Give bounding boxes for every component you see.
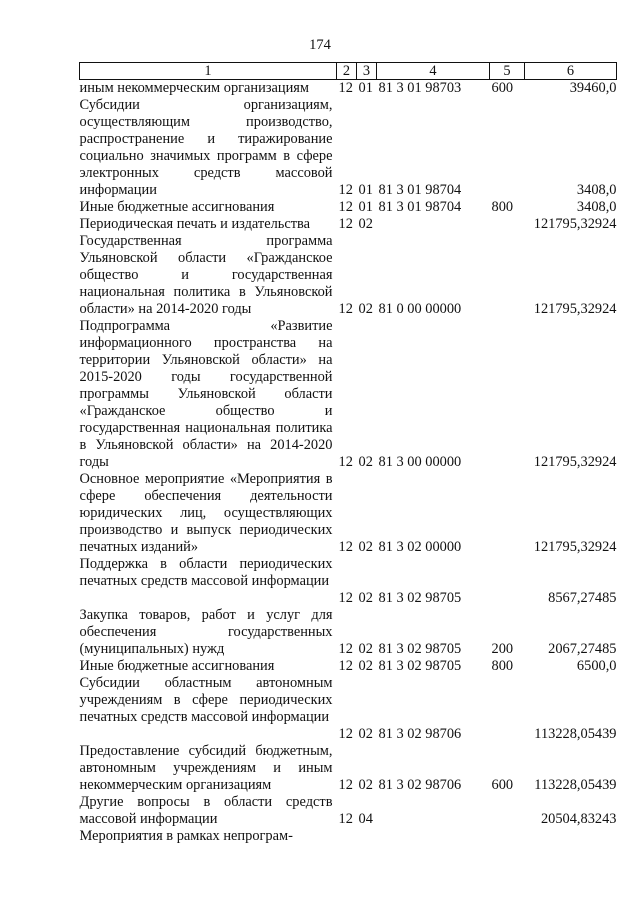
table-row bbox=[80, 97, 617, 199]
row-amount: 8567,27485 bbox=[548, 590, 617, 606]
table-row bbox=[80, 233, 617, 318]
row-target-article: 81 3 02 98706 bbox=[378, 726, 462, 742]
row-target-article: 81 3 02 98705 bbox=[378, 590, 462, 606]
row-amount: 121795,32924 bbox=[533, 301, 617, 317]
table-body bbox=[80, 80, 617, 846]
row-name: Основное мероприятие «Мероприятия в сфере обеспечения деятельности юридических лиц, осуществляющих производство и выпуск периодических печатных изданий» bbox=[79, 471, 333, 555]
row-subsection: 02 bbox=[358, 726, 373, 742]
row-section bbox=[337, 828, 357, 845]
row-target-article: 81 3 02 98705 bbox=[378, 641, 462, 657]
row-subsection: 02 bbox=[358, 301, 373, 317]
row-section: 12 bbox=[338, 301, 353, 317]
row-section: 12 bbox=[338, 641, 353, 657]
row-amount: 113228,05439 bbox=[534, 777, 617, 793]
header-col-6: 6 bbox=[525, 63, 617, 80]
table-row bbox=[80, 199, 617, 216]
table-row bbox=[80, 556, 617, 607]
row-amount: 121795,32924 bbox=[533, 539, 617, 555]
table-row bbox=[80, 828, 617, 845]
row-subsection: 01 bbox=[358, 199, 373, 215]
row-expense-type: 800 bbox=[491, 658, 514, 674]
row-subsection: 02 bbox=[358, 454, 373, 470]
row-expense-type bbox=[490, 233, 525, 318]
header-col-2: 2 bbox=[337, 63, 357, 80]
row-amount: 113228,05439 bbox=[534, 726, 617, 742]
row-subsection: 02 bbox=[358, 777, 373, 793]
row-section: 12 bbox=[338, 199, 353, 215]
row-expense-type: 200 bbox=[491, 641, 514, 657]
row-expense-type bbox=[490, 675, 525, 743]
row-section: 12 bbox=[338, 182, 353, 198]
row-subsection: 02 bbox=[358, 539, 373, 555]
row-amount: 20504,83243 bbox=[540, 811, 617, 827]
row-expense-type: 800 bbox=[491, 199, 514, 215]
row-name: иным некоммерческим организациям bbox=[79, 80, 310, 96]
row-name: Иные бюджетные ассигнования bbox=[79, 658, 275, 674]
row-name: Периодическая печать и издательства bbox=[79, 216, 311, 232]
row-target-article: 81 3 01 98703 bbox=[378, 80, 462, 96]
row-expense-type bbox=[490, 318, 525, 471]
table-row bbox=[80, 80, 617, 98]
row-amount: 6500,0 bbox=[576, 658, 617, 674]
row-name: Субсидии организациям, осуществляющим производство, распространение и тиражирование социально значимых программ в сфере электронных средств массовой информации bbox=[79, 97, 333, 198]
table-row bbox=[80, 318, 617, 471]
row-target-article bbox=[377, 828, 490, 845]
row-section: 12 bbox=[338, 80, 353, 96]
row-expense-type bbox=[490, 216, 525, 233]
row-subsection: 02 bbox=[358, 216, 373, 232]
row-subsection: 02 bbox=[358, 658, 373, 674]
row-expense-type bbox=[490, 97, 525, 199]
row-target-article bbox=[377, 216, 490, 233]
row-section: 12 bbox=[338, 590, 353, 606]
header-col-1: 1 bbox=[80, 63, 337, 80]
row-section: 12 bbox=[338, 777, 353, 793]
row-amount: 3408,0 bbox=[576, 199, 617, 215]
budget-table bbox=[79, 62, 617, 845]
row-name: Предоставление субсидий бюджетным, автономным учреждениям и иным некоммерческим организациям bbox=[79, 743, 333, 793]
row-subsection: 02 bbox=[358, 641, 373, 657]
row-target-article: 81 3 01 98704 bbox=[378, 199, 462, 215]
table-row bbox=[80, 216, 617, 233]
row-target-article: 81 3 02 98705 bbox=[378, 658, 462, 674]
row-section: 12 bbox=[338, 216, 353, 232]
row-section: 12 bbox=[338, 454, 353, 470]
page-number: 174 bbox=[309, 37, 331, 53]
row-subsection bbox=[357, 828, 377, 845]
table-row bbox=[80, 471, 617, 556]
table-row bbox=[80, 675, 617, 743]
header-col-3: 3 bbox=[357, 63, 377, 80]
row-section: 12 bbox=[338, 811, 353, 827]
row-amount: 39460,0 bbox=[569, 80, 617, 96]
row-name: Закупка товаров, работ и услуг для обеспечения государственных (муниципальных) нужд bbox=[79, 607, 333, 657]
row-expense-type bbox=[490, 828, 525, 845]
header-col-5: 5 bbox=[490, 63, 525, 80]
row-name: Государственная программа Ульяновской области «Гражданское общество и государственная национальная политика в Ульяновской области» на 2014-2020 годы bbox=[79, 233, 333, 317]
row-expense-type bbox=[490, 794, 525, 828]
row-target-article: 81 3 01 98704 bbox=[378, 182, 462, 198]
table-row bbox=[80, 658, 617, 675]
row-section: 12 bbox=[338, 726, 353, 742]
table-row bbox=[80, 794, 617, 828]
row-expense-type: 600 bbox=[491, 777, 514, 793]
row-target-article bbox=[377, 794, 490, 828]
row-name: Другие вопросы в области средств массовой информации bbox=[79, 794, 333, 827]
row-target-article: 81 3 02 98706 bbox=[378, 777, 462, 793]
row-amount bbox=[525, 828, 617, 845]
row-section: 12 bbox=[338, 658, 353, 674]
header-col-4: 4 bbox=[377, 63, 490, 80]
row-amount: 121795,32924 bbox=[533, 454, 617, 470]
row-name: Субсидии областным автономным учреждениям в сфере периодических печатных средств массовой информации bbox=[79, 675, 333, 725]
row-name: Поддержка в области периодических печатных средств массовой информации bbox=[79, 556, 333, 589]
row-target-article: 81 3 02 00000 bbox=[378, 539, 462, 555]
row-name: Мероприятия в рамках непрограм- bbox=[79, 828, 293, 844]
row-name: Подпрограмма «Развитие информационного пространства на территории Ульяновской области» на 2015-2020 годы государственной программы Ульяновской области «Гражданское общество и государственная национальная политика в Ульяновской области» на 2014-2020 годы bbox=[79, 318, 333, 470]
row-expense-type bbox=[490, 556, 525, 607]
table-row bbox=[80, 607, 617, 658]
row-expense-type bbox=[490, 471, 525, 556]
row-subsection: 01 bbox=[358, 182, 373, 198]
row-section: 12 bbox=[338, 539, 353, 555]
row-expense-type: 600 bbox=[491, 80, 514, 96]
row-subsection: 04 bbox=[358, 811, 373, 827]
row-subsection: 01 bbox=[358, 80, 373, 96]
row-amount: 121795,32924 bbox=[533, 216, 617, 232]
table-row bbox=[80, 743, 617, 794]
row-name: Иные бюджетные ассигнования bbox=[79, 199, 275, 215]
row-target-article: 81 3 00 00000 bbox=[378, 454, 462, 470]
row-amount: 3408,0 bbox=[576, 182, 617, 198]
header-row bbox=[80, 63, 617, 80]
row-amount: 2067,27485 bbox=[548, 641, 617, 657]
row-subsection: 02 bbox=[358, 590, 373, 606]
row-target-article: 81 0 00 00000 bbox=[378, 301, 462, 317]
